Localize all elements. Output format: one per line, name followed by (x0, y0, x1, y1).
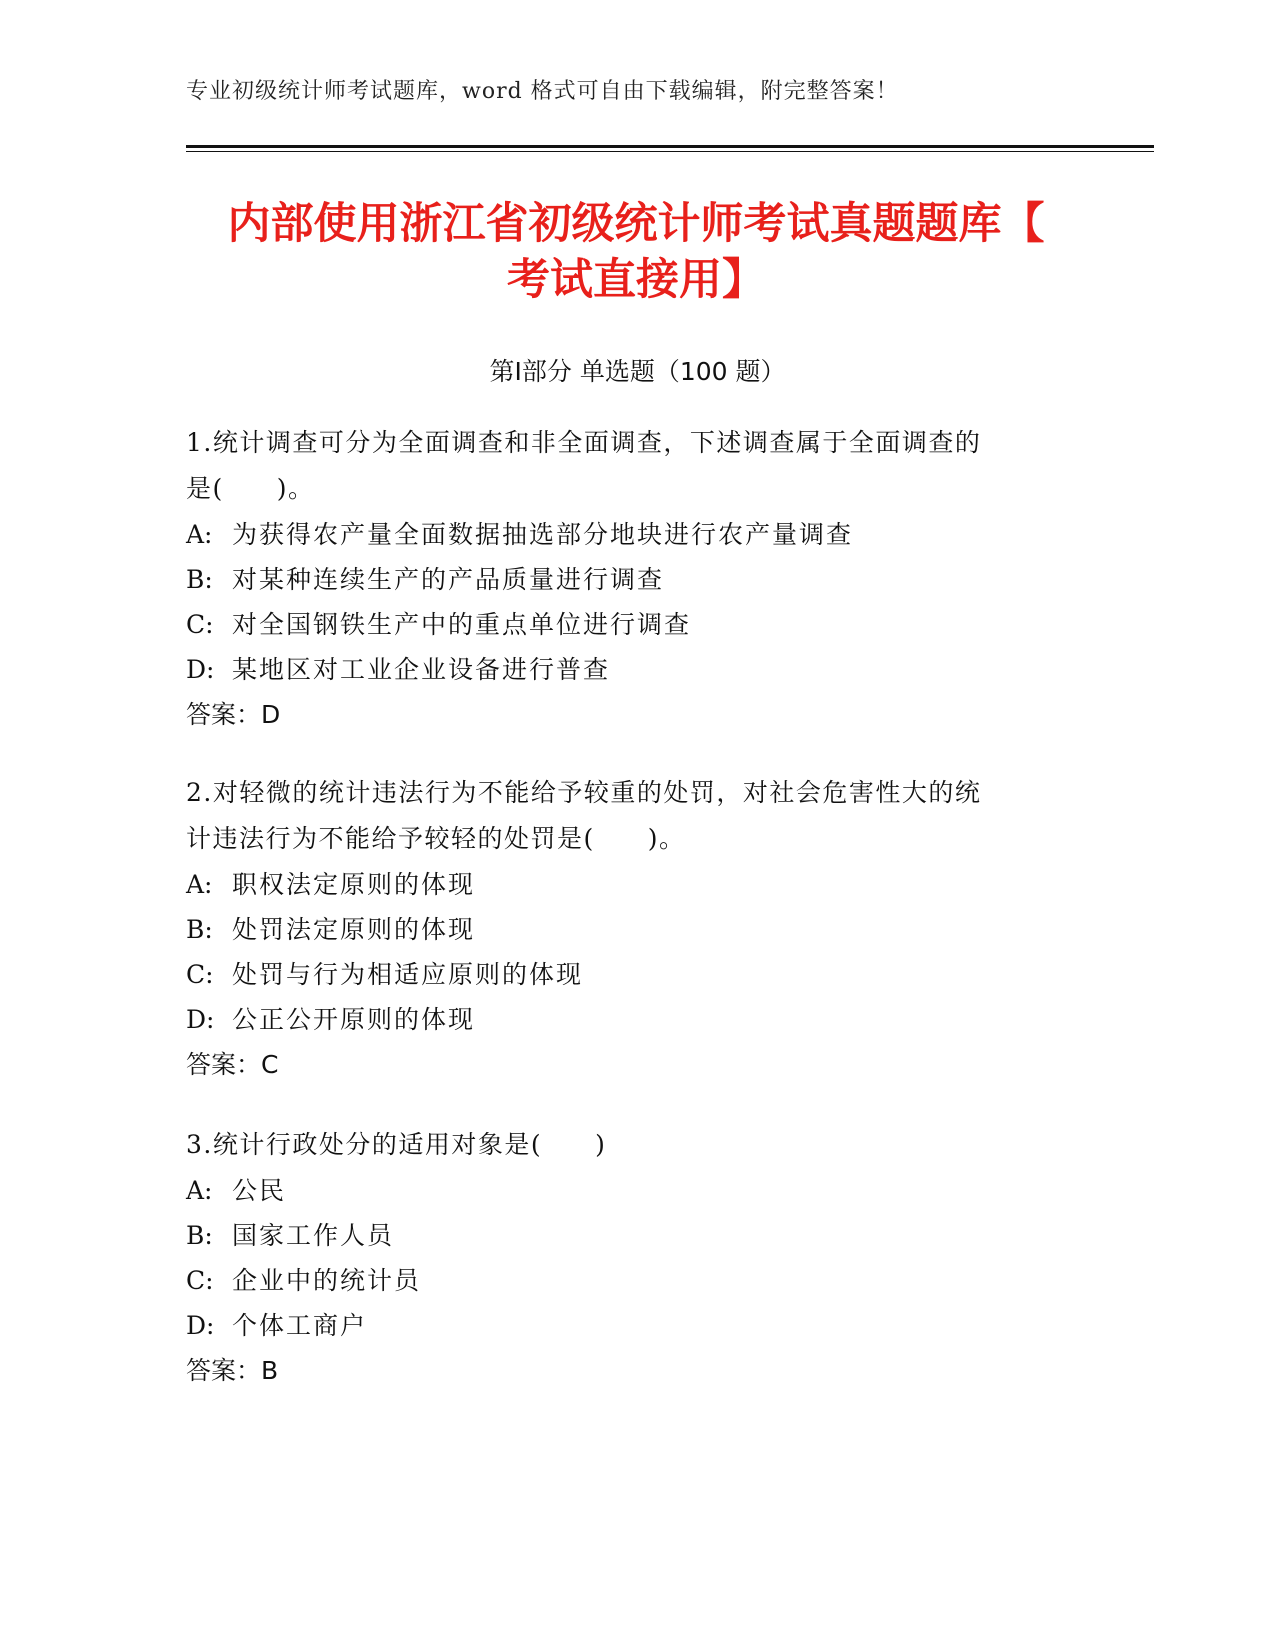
answer: 答案：C (186, 1050, 279, 1079)
option-d (186, 997, 1066, 1042)
header-note: 专业初级统计师考试题库，word 格式可自由下载编辑，附完整答案！ (186, 79, 899, 104)
option-text: 公民 (232, 1176, 287, 1205)
option-key: B: (186, 915, 213, 944)
question-stem-line: 2.对轻微的统计违法行为不能给予较重的处罚，对社会危害性大的统 (186, 778, 982, 807)
answer: 答案：D (186, 700, 281, 729)
option-text: 国家工作人员 (232, 1221, 395, 1250)
option-key: C: (186, 960, 214, 989)
question-2 (186, 770, 1066, 1088)
option-text: 为获得农产量全面数据抽选部分地块进行农产量调查 (232, 520, 854, 549)
option-c (186, 952, 1066, 997)
option-text: 处罚法定原则的体现 (232, 915, 476, 944)
header-rule-thick (186, 145, 1154, 148)
question-stem-line: 是( )。 (186, 474, 315, 503)
option-c (186, 1258, 1066, 1303)
option-a (186, 1168, 1066, 1213)
option-text: 个体工商户 (232, 1311, 368, 1340)
answer: 答案：B (186, 1356, 279, 1385)
document-title (186, 196, 1086, 308)
option-key: C: (186, 1266, 214, 1295)
option-text: 对全国钢铁生产中的重点单位进行调查 (232, 610, 692, 639)
option-b (186, 907, 1066, 952)
option-key: B: (186, 565, 213, 594)
question-3 (186, 1122, 1066, 1394)
option-text: 职权法定原则的体现 (232, 870, 476, 899)
option-key: D: (186, 655, 215, 684)
option-text: 处罚与行为相适应原则的体现 (232, 960, 584, 989)
header-rule-thin (186, 151, 1154, 152)
option-key: A: (186, 1176, 213, 1205)
option-text: 企业中的统计员 (232, 1266, 422, 1295)
option-key: B: (186, 1221, 213, 1250)
option-key: A: (186, 870, 213, 899)
title-line-1: 内部使用浙江省初级统计师考试真题题库【 (227, 199, 1045, 249)
question-stem-line: 计违法行为不能给予较轻的处罚是( )。 (186, 824, 686, 853)
option-key: D: (186, 1311, 215, 1340)
section-heading: 第Ⅰ部分 单选题（100 题） (489, 357, 786, 386)
option-a (186, 862, 1066, 907)
title-line-2: 考试直接用】 (507, 255, 765, 305)
option-c (186, 602, 1066, 647)
option-text: 对某种连续生产的产品质量进行调查 (232, 565, 665, 594)
option-d (186, 1303, 1066, 1348)
option-d (186, 647, 1066, 692)
option-b (186, 1213, 1066, 1258)
option-a (186, 512, 1066, 557)
question-stem-line: 3.统计行政处分的适用对象是( ) (186, 1130, 607, 1159)
option-b (186, 557, 1066, 602)
question-1 (186, 420, 1066, 738)
option-text: 公正公开原则的体现 (232, 1005, 476, 1034)
option-key: D: (186, 1005, 215, 1034)
option-text: 某地区对工业企业设备进行普查 (232, 655, 611, 684)
question-stem-line: 1.统计调查可分为全面调查和非全面调查，下述调查属于全面调查的 (186, 428, 982, 457)
option-key: A: (186, 520, 213, 549)
option-key: C: (186, 610, 214, 639)
